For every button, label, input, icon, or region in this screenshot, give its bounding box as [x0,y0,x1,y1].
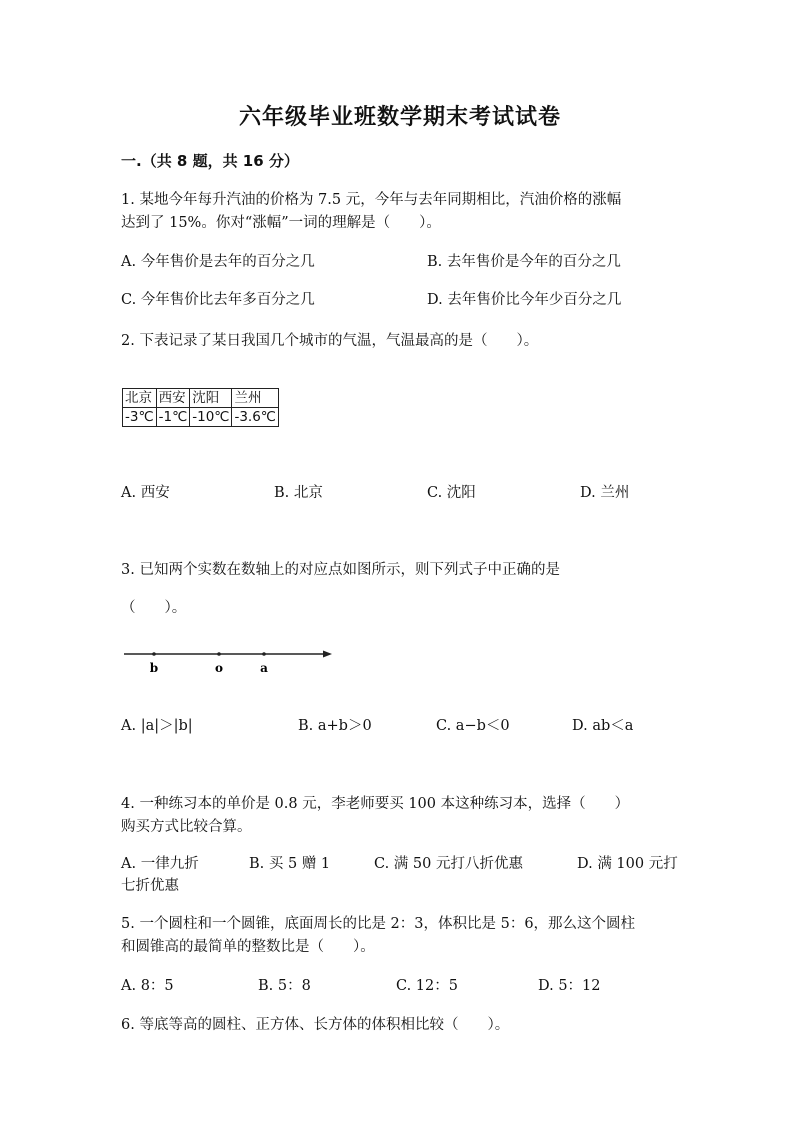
q1-option-a: A. 今年售价是去年的百分之几 [121,254,315,270]
q1-line1: 1. 某地今年每升汽油的价格为 7.5 元，今年与去年同期相比，汽油价格的涨幅 [121,192,622,208]
q1-line2: 达到了 15%。你对“涨幅”一词的理解是（ ）。 [121,215,441,231]
q1-option-b: B. 去年售价是今年的百分之几 [427,254,621,270]
point-o [217,652,221,656]
label-a: a [260,661,268,675]
q3-option-b: B. a+b＞0 [298,718,372,734]
number-line-figure [118,644,338,678]
table-row-temps [123,408,279,427]
table-row-cities [123,389,279,408]
q4-line1: 4. 一种练习本的单价是 0.8 元，李老师要买 100 本这种练习本，选择（ ） [121,796,630,812]
q4-option-d-continued: 七折优惠 [121,878,179,894]
q1-option-d: D. 去年售价比今年少百分之几 [427,292,622,308]
point-b [152,652,156,656]
q5-option-c: C. 12：5 [396,978,458,994]
q3-option-c: C. a−b＜0 [436,718,510,734]
q3-option-a: A. |a|＞|b| [121,718,193,734]
table-cell: 北京 [123,389,157,408]
table-cell: 兰州 [232,389,279,408]
q2-option-a: A. 西安 [121,485,170,501]
temperature-table [122,388,279,427]
q5-line2: 和圆锥高的最简单的整数比是（ ）。 [121,939,375,955]
arrow-right-icon [323,651,332,658]
q3-line1: 3. 已知两个实数在数轴上的对应点如图所示，则下列式子中正确的是 [121,562,560,578]
q4-line2: 购买方式比较合算。 [121,819,252,835]
q4-option-a: A. 一律九折 [121,856,199,872]
page-title: 六年级毕业班数学期末考试试卷 [238,105,561,130]
q2-option-b: B. 北京 [274,485,323,501]
q2-text: 2. 下表记录了某日我国几个城市的气温，气温最高的是（ ）。 [121,333,539,349]
table-cell: -10℃ [190,408,232,427]
table-cell: -1℃ [156,408,190,427]
q6-text: 6. 等底等高的圆柱、正方体、长方体的体积相比较（ ）。 [121,1017,510,1033]
q3-line2: （ ）。 [121,600,187,616]
label-o: o [214,661,224,675]
q4-option-c: C. 满 50 元打八折优惠 [374,856,523,872]
table-cell: 西安 [156,389,190,408]
q2-option-c: C. 沈阳 [427,485,476,501]
q4-option-d: D. 满 100 元打 [577,856,678,872]
label-b: b [149,661,159,675]
q5-option-b: B. 5：8 [258,978,311,994]
q5-option-a: A. 8：5 [121,978,174,994]
q3-option-d: D. ab＜a [572,718,634,734]
table-cell: 沈阳 [190,389,232,408]
q4-option-b: B. 买 5 赠 1 [249,856,331,872]
table-cell: -3.6℃ [232,408,279,427]
q2-option-d: D. 兰州 [580,485,630,501]
section-heading: 一.（共 8 题，共 16 分） [121,152,299,170]
q5-line1: 5. 一个圆柱和一个圆锥，底面周长的比是 2：3，体积比是 5：6，那么这个圆柱 [121,916,636,932]
q1-option-c: C. 今年售价比去年多百分之几 [121,292,315,308]
q5-option-d: D. 5：12 [538,978,601,994]
point-a [262,652,266,656]
table-cell: -3℃ [123,408,157,427]
